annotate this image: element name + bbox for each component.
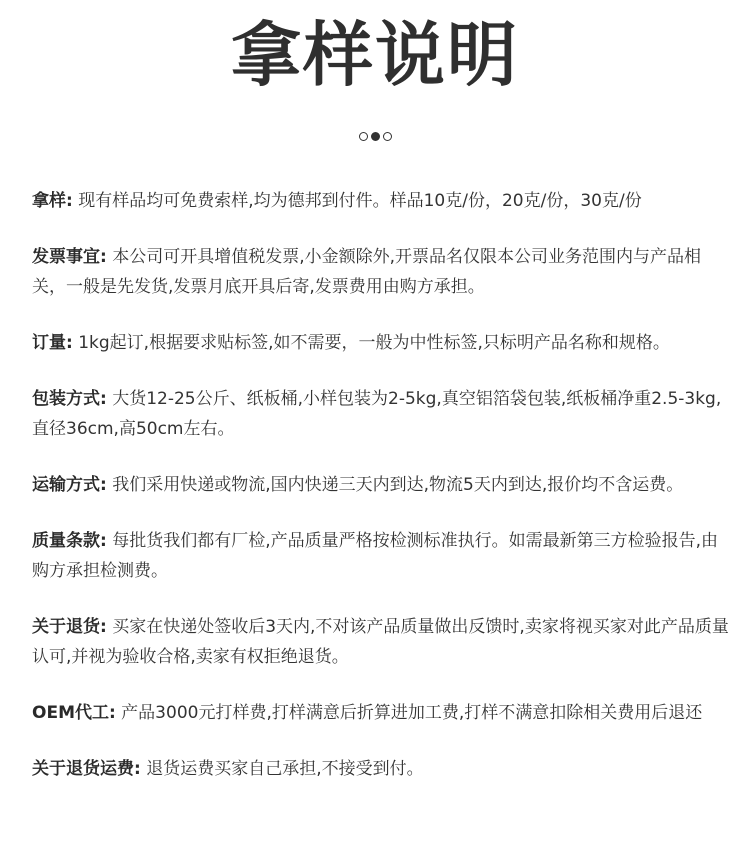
- policy-label: 运输方式:: [32, 475, 107, 495]
- policy-text: 买家在快递处签收后3天内,不对该产品质量做出反馈时,卖家将视买家对此产品质量认可,并视为验收合格,卖家有权拒绝退货。: [32, 617, 729, 667]
- policy-label: 订量:: [32, 333, 73, 353]
- policy-item-packaging: [32, 384, 732, 444]
- carousel-indicator: [0, 132, 750, 141]
- policy-label: OEM代工:: [32, 703, 116, 723]
- policy-item-quality: [32, 526, 732, 586]
- sample-policy-list: [32, 186, 732, 810]
- policy-item-order-quantity: [32, 328, 732, 358]
- policy-label: 质量条款:: [32, 531, 107, 551]
- policy-label: 关于退货:: [32, 617, 107, 637]
- policy-label: 包装方式:: [32, 389, 107, 409]
- policy-text: 退货运费买家自己承担,不接受到付。: [140, 759, 424, 779]
- policy-item-invoice: [32, 242, 732, 302]
- policy-item-shipping: [32, 470, 732, 500]
- policy-text: 每批货我们都有厂检,产品质量严格按检测标准执行。如需最新第三方检验报告,由购方承担检测费。: [32, 531, 719, 581]
- policy-text: 1kg起订,根据要求贴标签,如不需要，一般为中性标签,只标明产品名称和规格。: [72, 333, 670, 353]
- policy-text: 现有样品均可免费索样,均为德邦到付件。样品10克/份，20克/份，30克/份: [72, 191, 642, 211]
- policy-text: 本公司可开具增值税发票,小金额除外,开票品名仅限本公司业务范围内与产品相关，一般是先发货,发票月底开具后寄,发票费用由购方承担。: [32, 247, 702, 297]
- policy-item-sample: [32, 186, 732, 216]
- page-title: 拿样说明: [231, 14, 519, 96]
- policy-text: 大货12-25公斤、纸板桶,小样包装为2-5kg,真空铝箔袋包装,纸板桶净重2.5-3kg,直径36cm,高50cm左右。: [32, 389, 722, 439]
- carousel-dot-active[interactable]: [371, 132, 380, 141]
- policy-label: 关于退货运费:: [32, 759, 141, 779]
- policy-text: 产品3000元打样费,打样满意后折算进加工费,打样不满意扣除相关费用后退还: [115, 703, 703, 723]
- policy-label: 拿样:: [32, 191, 73, 211]
- policy-item-return-shipping: [32, 754, 732, 784]
- policy-label: 发票事宜:: [32, 247, 107, 267]
- policy-item-returns: [32, 612, 732, 672]
- carousel-dot[interactable]: [383, 132, 392, 141]
- policy-text: 我们采用快递或物流,国内快递三天内到达,物流5天内到达,报价均不含运费。: [106, 475, 684, 495]
- carousel-dot[interactable]: [359, 132, 368, 141]
- policy-item-oem: [32, 698, 732, 728]
